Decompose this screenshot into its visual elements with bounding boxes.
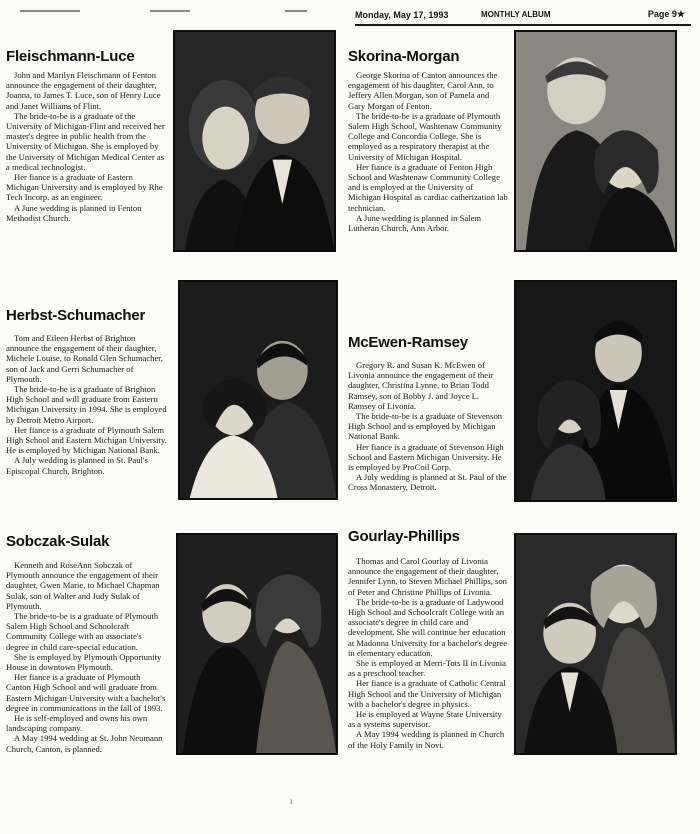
paragraph: The bride-to-be is a graduate of the University of Michigan-Flint and received her master's degree in public health from the University of Michigan. She is employed by the University of Michigan Medical Center as a medical technologist.: [6, 110, 165, 172]
announcement-title: McEwen-Ramsey: [348, 334, 468, 351]
announcement-text: [6, 333, 168, 476]
paragraph: Her fiance is a graduate of Fenton High School and Washtenaw Community College and is employed at the University of Michigan Hospital as cardiac catherization lab technician.: [348, 161, 508, 213]
paragraph: Her fiance is a graduate of Stevenson High School and Eastern Michigan University. He is employed by ProCoil Corp.: [348, 441, 504, 473]
announcement-text: [348, 70, 508, 233]
print-artifact: [20, 10, 80, 12]
paragraph: A May 1994 wedding at St. John Neumann Church, Canton, is planned.: [6, 733, 163, 754]
paragraph: Her fiance is a graduate of Eastern Michigan University and is employed by Rhe Tech Incorp. as an engineer.: [6, 172, 163, 203]
engagement-photo-mcewen-ramsey: [514, 280, 677, 502]
engagement-photo-sobczak-sulak: [176, 533, 338, 755]
page-mark: ı: [290, 796, 293, 806]
announcement-title: Sobczak-Sulak: [6, 533, 110, 550]
announcement-text: [348, 360, 508, 493]
paragraph: A July wedding is planned in St. Paul's Episcopal Church, Brighton.: [6, 455, 148, 476]
paragraph: John and Marilyn Fleischmann of Fenton announce the engagement of their daughter, Joanna, to James T. Luce, son of Henry Luce and Janet Williams of Flint.: [6, 70, 161, 111]
engagement-photo-herbst-schumacher: [178, 280, 338, 500]
announcement-title: Herbst-Schumacher: [6, 307, 146, 324]
header-date: Monday, May 17, 1993: [355, 10, 449, 20]
engagement-photo-fleischmann-luce: [173, 30, 336, 252]
paragraph: A June wedding is planned in Salem Lutheran Church, Ann Arbor.: [348, 212, 482, 234]
announcement-title: Fleischmann-Luce: [6, 48, 135, 65]
paragraph: He is self-employed and owns his own landscaping company.: [6, 713, 148, 734]
paragraph: George Skorina of Canton announces the engagement of his daughter, Carol Ann, to Jeffery Allen Morgan, son of Pamela and Gary Morgan of Fenton.: [348, 70, 498, 111]
paragraph: Her fiance is a graduate of Plymouth Canton High School and will graduate from Eastern Michigan University with a bachelor's degree in communications in the fall of 1993.: [6, 672, 166, 713]
announcement-title: Gourlay-Phillips: [348, 528, 460, 545]
paragraph: Kenneth and RoseAnn Sobczak of Plymouth announce the engagement of their daughter, Gwen Marie, to Michael Chapman Sulak, son of Walter and Judy Sulak of Plymouth.: [6, 560, 160, 611]
paragraph: The bride-to-be is a graduate of Ladywood High School and Schoolcraft College with an associate's degree in child care and development. She will continue her education at Madonna University for a bachelor's degree in elementary education.: [348, 596, 508, 658]
print-artifact: [150, 10, 190, 12]
paragraph: Thomas and Carol Gourlay of Livonia announce the engagement of their daughter, Jennifer Lynn, to Steven Michael Phillips, son of Peter and Christine Phillips of Livonia.: [348, 556, 507, 597]
paragraph: The bride-to-be is a graduate of Plymouth Salem High School and Schoolcraft Community College with an associate's degree in child care-special education.: [6, 611, 159, 652]
announcement-text: [6, 70, 166, 223]
paragraph: Her fiance is a graduate of Catholic Central High School and the University of Michigan with a bachelor's degree in physics.: [348, 678, 506, 709]
engagement-photo-skorina-morgan: [514, 30, 677, 252]
announcement-text: [6, 560, 166, 754]
header-page-number: Page 9★: [647, 9, 685, 19]
paragraph: He is employed at Wayne State University as a systems supervisor.: [348, 709, 502, 730]
announcement-text: [348, 556, 508, 750]
paragraph: The bride-to-be is a graduate of Brighton High School and will graduate from Eastern Michigan University in 1994. She is employed by Detroit Metro Airport.: [6, 384, 167, 425]
header-section: MONTHLY ALBUM: [481, 10, 551, 19]
paragraph: A June wedding is planned in Fenton Methodist Church.: [6, 202, 142, 223]
paragraph: A May 1994 wedding is planned in Church of the Holy Family in Novi.: [348, 729, 505, 750]
paragraph: The bride-to-be is a graduate of Plymouth Salem High School, Washtenaw Community College and Concordia College. She is employed as a respiratory therapist at the University of Michigan Hospital.: [348, 110, 502, 162]
paragraph: Tom and Eileen Herbst of Brighton announce the engagement of their daughter, Michele Louise, to Ronald Glen Schumacher, son of Jack and Gerri Schumacher of Plymouth.: [6, 333, 163, 384]
paragraph: She is employed at Merri-Tots II in Livonia as a preschool teacher.: [348, 658, 506, 679]
page-header: [355, 8, 691, 26]
engagement-photo-gourlay-phillips: [514, 533, 677, 755]
paragraph: A July wedding is planned at St. Paul of the Cross Monastery, Detroit.: [348, 472, 507, 493]
announcement-title: Skorina-Morgan: [348, 48, 460, 65]
paragraph: Her fiance is a graduate of Plymouth Salem High School and Eastern Michigan University. He is employed by Michigan National Bank.: [6, 424, 167, 456]
print-artifact: [285, 10, 307, 12]
paragraph: Gregory R. and Susan K. McEwen of Livonia announce the engagement of their daughter, Christina Lynne, to Brian Todd Ramsey, son of Bobby J. and Joyce L. Ramsey of Livonia.: [348, 360, 494, 411]
paragraph: She is employed by Plymouth Opportunity House in downtown Plymouth.: [6, 651, 162, 673]
paragraph: The bride-to-be is a graduate of Stevenson High School and is employed by Michigan National Bank.: [348, 411, 503, 442]
